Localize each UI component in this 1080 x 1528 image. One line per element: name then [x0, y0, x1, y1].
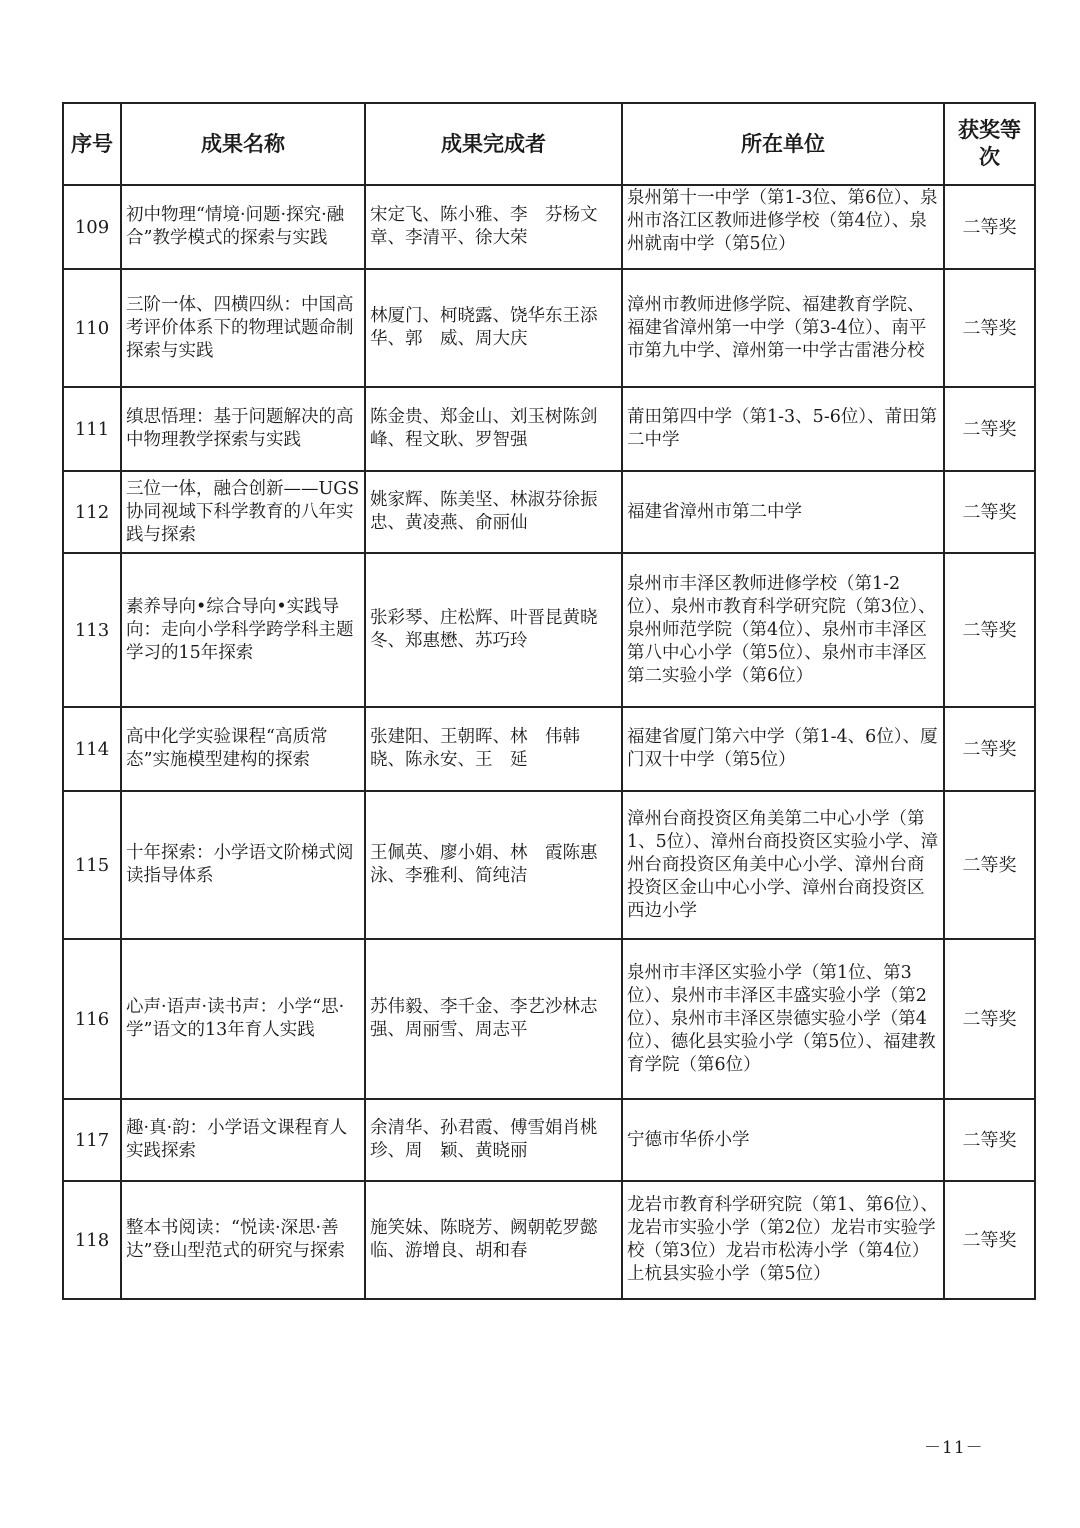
row-number: 116	[63, 939, 121, 1099]
affiliated-units: 泉州市丰泽区实验小学（第1位、第3位）、泉州市丰泽区丰盛实验小学（第2位）、泉州市丰泽区崇德实验小学（第4位）、德化县实验小学（第5位）、福建教育学院（第6位）	[622, 939, 944, 1099]
row-number: 113	[63, 553, 121, 707]
achievement-authors: 王佩英、廖小娟、林 霞陈惠泳、李雅利、简纯洁	[365, 791, 622, 939]
table-header	[63, 103, 1035, 185]
achievement-title: 十年探索：小学语文阶梯式阅读指导体系	[121, 791, 365, 939]
table-body	[63, 185, 1035, 1299]
achievement-authors: 施笑妹、陈晓芳、阙朝乾罗懿临、游增良、胡和春	[365, 1181, 622, 1299]
table-row	[63, 553, 1035, 707]
row-number: 115	[63, 791, 121, 939]
award-level: 二等奖	[944, 185, 1035, 269]
achievement-authors: 宋定飞、陈小雅、李 芬杨文章、李清平、徐大荣	[365, 185, 622, 269]
units-text: 泉州第十一中学（第1-3位、第6位）、泉州市洛江区教师进修学校（第4位）、泉州就南中学（第5位）	[627, 188, 938, 254]
achievement-title: 趣·真·韵：小学语文课程育人实践探索	[121, 1099, 365, 1181]
row-number: 118	[63, 1181, 121, 1299]
affiliated-units	[622, 185, 944, 269]
achievement-authors: 陈金贵、郑金山、刘玉树陈剑峰、程文耿、罗智强	[365, 387, 622, 471]
table-row	[63, 185, 1035, 269]
award-level: 二等奖	[944, 1099, 1035, 1181]
table-row	[63, 387, 1035, 471]
award-table	[62, 102, 1036, 1300]
page-number: －11－	[924, 1438, 984, 1458]
achievement-title: 素养导向•综合导向•实践导向：走向小学科学跨学科主题学习的15年探索	[121, 553, 365, 707]
header-no: 序号	[63, 103, 121, 185]
award-level: 二等奖	[944, 471, 1035, 553]
award-level: 二等奖	[944, 939, 1035, 1099]
award-level: 二等奖	[944, 1181, 1035, 1299]
row-number: 110	[63, 269, 121, 387]
achievement-authors: 林厦门、柯晓露、饶华东王添华、郭 威、周大庆	[365, 269, 622, 387]
achievement-title: 三阶一体、四横四纵：中国高考评价体系下的物理试题命制探索与实践	[121, 269, 365, 387]
row-number: 109	[63, 185, 121, 269]
header-row	[63, 103, 1035, 185]
row-number: 111	[63, 387, 121, 471]
achievement-title: 缜思悟理：基于问题解决的高中物理教学探索与实践	[121, 387, 365, 471]
affiliated-units: 漳州市教师进修学院、福建教育学院、福建省漳州第一中学（第3-4位）、南平市第九中学、漳州第一中学古雷港分校	[622, 269, 944, 387]
achievement-authors: 姚家辉、陈美坚、林淑芬徐振忠、黄凌燕、俞丽仙	[365, 471, 622, 553]
row-number: 114	[63, 707, 121, 791]
achievement-title: 高中化学实验课程“高质常态”实施模型建构的探索	[121, 707, 365, 791]
header-title: 成果名称	[121, 103, 365, 185]
affiliated-units: 泉州市丰泽区教师进修学校（第1-2位）、泉州市教育科学研究院（第3位）、泉州师范学院（第4位）、泉州市丰泽区第八中心小学（第5位）、泉州市丰泽区第二实验小学（第6位）	[622, 553, 944, 707]
award-level: 二等奖	[944, 387, 1035, 471]
table-row	[63, 939, 1035, 1099]
achievement-title: 三位一体，融合创新——UGS协同视域下科学教育的八年实践与探索	[121, 471, 365, 553]
achievement-authors: 余清华、孙君霞、傅雪娟肖桃珍、周 颖、黄晓丽	[365, 1099, 622, 1181]
affiliated-units: 漳州台商投资区角美第二中心小学（第1、5位）、漳州台商投资区实验小学、漳州台商投资区角美中心小学、漳州台商投资区金山中心小学、漳州台商投资区西边小学	[622, 791, 944, 939]
table-row	[63, 791, 1035, 939]
affiliated-units: 宁德市华侨小学	[622, 1099, 944, 1181]
affiliated-units: 龙岩市教育科学研究院（第1、第6位）、龙岩市实验小学（第2位）龙岩市实验学校（第3位）龙岩市松涛小学（第4位）上杭县实验小学（第5位）	[622, 1181, 944, 1299]
affiliated-units: 福建省漳州市第二中学	[622, 471, 944, 553]
table-row	[63, 1099, 1035, 1181]
achievement-title: 心声·语声·读书声：小学“思·学”语文的13年育人实践	[121, 939, 365, 1099]
award-level: 二等奖	[944, 791, 1035, 939]
achievement-title: 初中物理“情境·问题·探究·融合”教学模式的探索与实践	[121, 185, 365, 269]
achievement-title: 整本书阅读：“悦读·深思·善达”登山型范式的研究与探索	[121, 1181, 365, 1299]
table-row	[63, 471, 1035, 553]
row-number: 117	[63, 1099, 121, 1181]
header-award: 获奖等次	[944, 103, 1035, 185]
table-row	[63, 1181, 1035, 1299]
award-level: 二等奖	[944, 553, 1035, 707]
header-units: 所在单位	[622, 103, 944, 185]
row-number: 112	[63, 471, 121, 553]
table-row	[63, 707, 1035, 791]
achievement-authors: 张建阳、王朝晖、林 伟韩 晓、陈永安、王 延	[365, 707, 622, 791]
affiliated-units: 莆田第四中学（第1-3、5-6位）、莆田第二中学	[622, 387, 944, 471]
header-authors: 成果完成者	[365, 103, 622, 185]
achievement-authors: 张彩琴、庄松辉、叶晋昆黄晓冬、郑惠懋、苏巧玲	[365, 553, 622, 707]
table-row	[63, 269, 1035, 387]
affiliated-units: 福建省厦门第六中学（第1-4、6位）、厦门双十中学（第5位）	[622, 707, 944, 791]
achievement-authors: 苏伟毅、李千金、李艺沙林志强、周丽雪、周志平	[365, 939, 622, 1099]
award-level: 二等奖	[944, 707, 1035, 791]
award-level: 二等奖	[944, 269, 1035, 387]
